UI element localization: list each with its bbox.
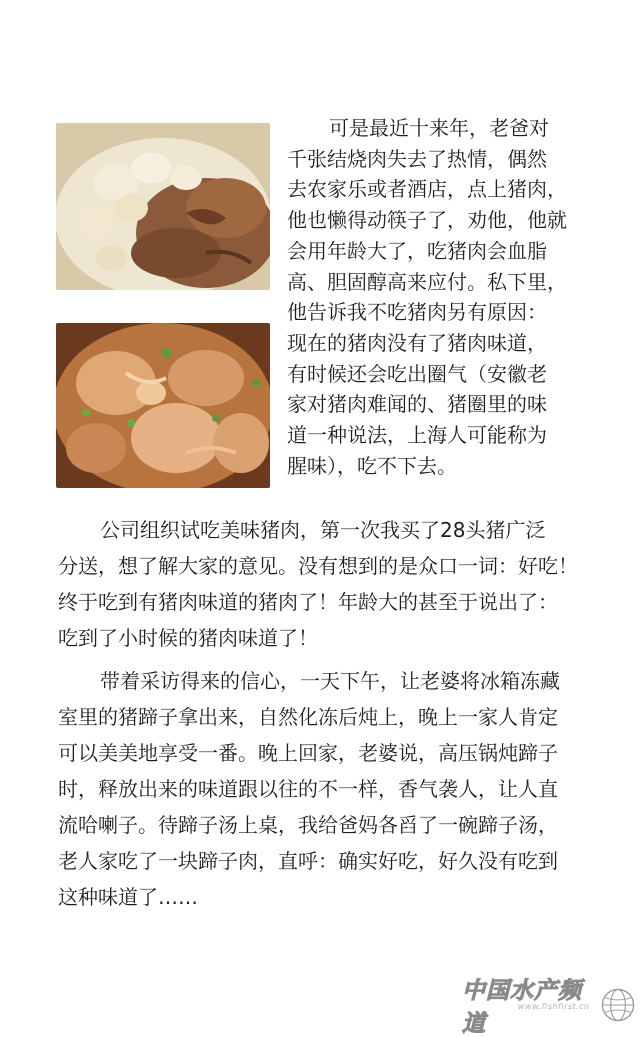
braised-pork-trotter-photo [56, 323, 270, 488]
paragraph-tasting [58, 512, 618, 656]
text-line: 吃到了小时候的猪肉味道了！ [58, 626, 318, 650]
text-line: 千张结烧肉失去了热情，偶然 [287, 146, 547, 171]
text-line: 他也懒得动筷子了，劝他，他就 [287, 208, 567, 233]
text-line: 家对猪肉难闻的、猪圈里的味 [287, 392, 547, 417]
text-line: 终于吃到有猪肉味道的猪肉了！年龄大的甚至于说出了： [58, 590, 558, 614]
watermark-text: 中国水产频道 [462, 977, 582, 1037]
text-line: 带着采访得来的信心，一天下午，让老婆将冰箱冻藏 [100, 669, 560, 693]
text-line: 可以美美地享受一番。晚上回家，老婆说，高压锅炖蹄子 [58, 741, 558, 765]
text-line: 道一种说法，上海人可能称为 [287, 423, 547, 448]
text-line: 有时候还会吃出圈气（安徽老 [287, 361, 547, 386]
globe-icon [596, 985, 640, 1025]
text-line: 这种味道了…… [58, 885, 198, 909]
text-line: 流哈喇子。待蹄子汤上桌，我给爸妈各舀了一碗蹄子汤， [58, 813, 558, 837]
text-line: 可是最近十来年，老爸对 [329, 116, 549, 140]
text-line: 室里的猪蹄子拿出来，自然化冻后炖上，晚上一家人肯定 [58, 705, 558, 729]
watermark [462, 972, 640, 1038]
pork-and-fish-dish-photo [56, 123, 270, 290]
text-line: 老人家吃了一块蹄子肉，直呼：确实好吃，好久没有吃到 [58, 849, 558, 873]
paragraph-trotter-soup [58, 663, 618, 915]
text-line: 时，释放出来的味道跟以往的不一样，香气袭人，让人直 [58, 777, 558, 801]
watermark-url: www.fishfirst.cn [518, 1002, 590, 1011]
text-line: 高、胆固醇高来应付。私下里， [287, 269, 567, 294]
text-line: 现在的猪肉没有了猪肉味道， [287, 330, 547, 355]
side-paragraph [287, 113, 607, 481]
text-line: 他告诉我不吃猪肉另有原因： [287, 300, 547, 325]
text-line: 会用年龄大了，吃猪肉会血脂 [287, 238, 547, 263]
text-line: 腥味），吃不下去。 [287, 453, 457, 478]
text-line: 公司组织试吃美味猪肉，第一次我买了28头猪广泛 [100, 518, 546, 542]
text-line: 分送，想了解大家的意见。没有想到的是众口一词：好吃！ [58, 554, 578, 578]
text-line: 去农家乐或者酒店，点上猪肉， [287, 177, 567, 202]
